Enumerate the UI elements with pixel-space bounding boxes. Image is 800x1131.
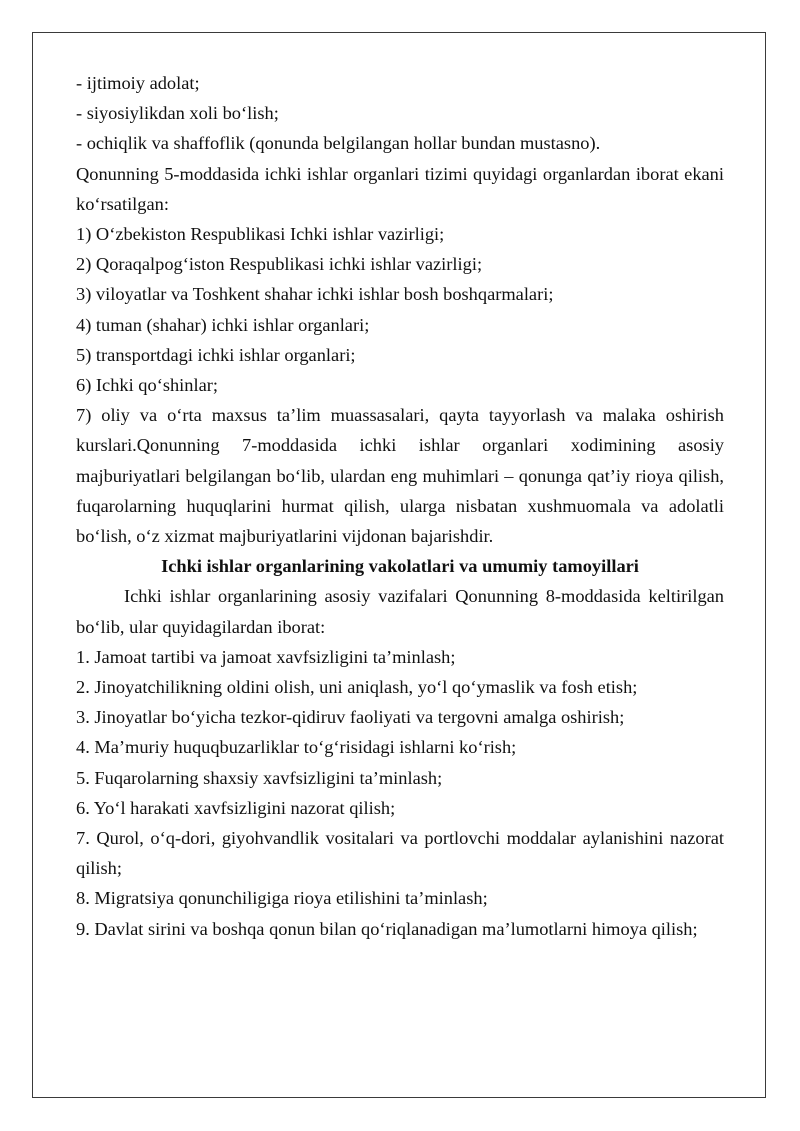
list-item: 3) viloyatlar va Toshkent shahar ichki ishlar bosh boshqarmalari; [76, 284, 554, 305]
list-item: 5) transportdagi ichki ishlar organlari; [76, 344, 356, 365]
list-item: 7. Qurol, o‘q-dori, giyohvandlik vositalari va portlovchi moddalar aylanishini nazorat qilish; [76, 828, 724, 879]
paragraph-article5: Qonunning 5-moddasida ichki ishlar organlari tizimi quyidagi organlardan iborat ekani ko‘rsatilgan: [76, 163, 724, 214]
list-item: - ijtimoiy adolat; [76, 73, 200, 93]
list-item: 2. Jinoyatchilikning oldini olish, uni aniqlash, yo‘l qo‘ymaslik va fosh etish; [76, 677, 638, 698]
list-item: - siyosiylikdan xoli bo‘lish; [76, 103, 279, 124]
list-item: 9. Davlat sirini va boshqa qonun bilan qo‘riqlanadigan ma’lumotlarni himoya qilish; [76, 918, 698, 939]
list-item: 4) tuman (shahar) ichki ishlar organlari; [76, 314, 370, 335]
list-item: 5. Fuqarolarning shaxsiy xavfsizligini ta’minlash; [76, 767, 443, 788]
list-item: 4. Ma’muriy huquqbuzarliklar to‘g‘risidagi ishlarni ko‘rish; [76, 737, 517, 758]
section-heading: Ichki ishlar organlarining vakolatlari va umumiy tamoyillari [161, 556, 639, 577]
document-body [76, 68, 724, 944]
list-item: 6) Ichki qo‘shinlar; [76, 375, 218, 396]
list-item: 1) O‘zbekiston Respublikasi Ichki ishlar vazirligi; [76, 224, 445, 245]
list-item: 1. Jamoat tartibi va jamoat xavfsizligini ta’minlash; [76, 646, 456, 667]
list-item: 3. Jinoyatlar bo‘yicha tezkor-qidiruv faoliyati va tergovni amalga oshirish; [76, 707, 625, 728]
list-item: - ochiqlik va shaffoflik (qonunda belgilangan hollar bundan mustasno). [76, 133, 601, 154]
paragraph-article8: Ichki ishlar organlarining asosiy vazifalari Qonunning 8-moddasida keltirilgan bo‘lib, ular quyidagilardan iborat: [76, 586, 724, 637]
list-item: 8. Migratsiya qonunchiligiga rioya etilishini ta’minlash; [76, 888, 488, 909]
list-item: 6. Yo‘l harakati xavfsizligini nazorat qilish; [76, 797, 396, 818]
paragraph-article7: 7) oliy va o‘rta maxsus ta’lim muassasalari, qayta tayyorlash va malaka oshirish kurslari.Qonunning 7-moddasida ichki ishlar organlari xodimining asosiy majburiyatlari belgilangan bo‘lib, ulardan eng muhimlari – qonunga qat’iy rioya qilish, fuqarolarning huquqlarini hurmat qilish, ularga nisbatan xushmuomala va adolatli bo‘lish, o‘z xizmat majburiyatlarini vijdonan bajarishdir. [76, 405, 724, 547]
list-item: 2) Qoraqalpog‘iston Respublikasi ichki ishlar vazirligi; [76, 254, 483, 275]
